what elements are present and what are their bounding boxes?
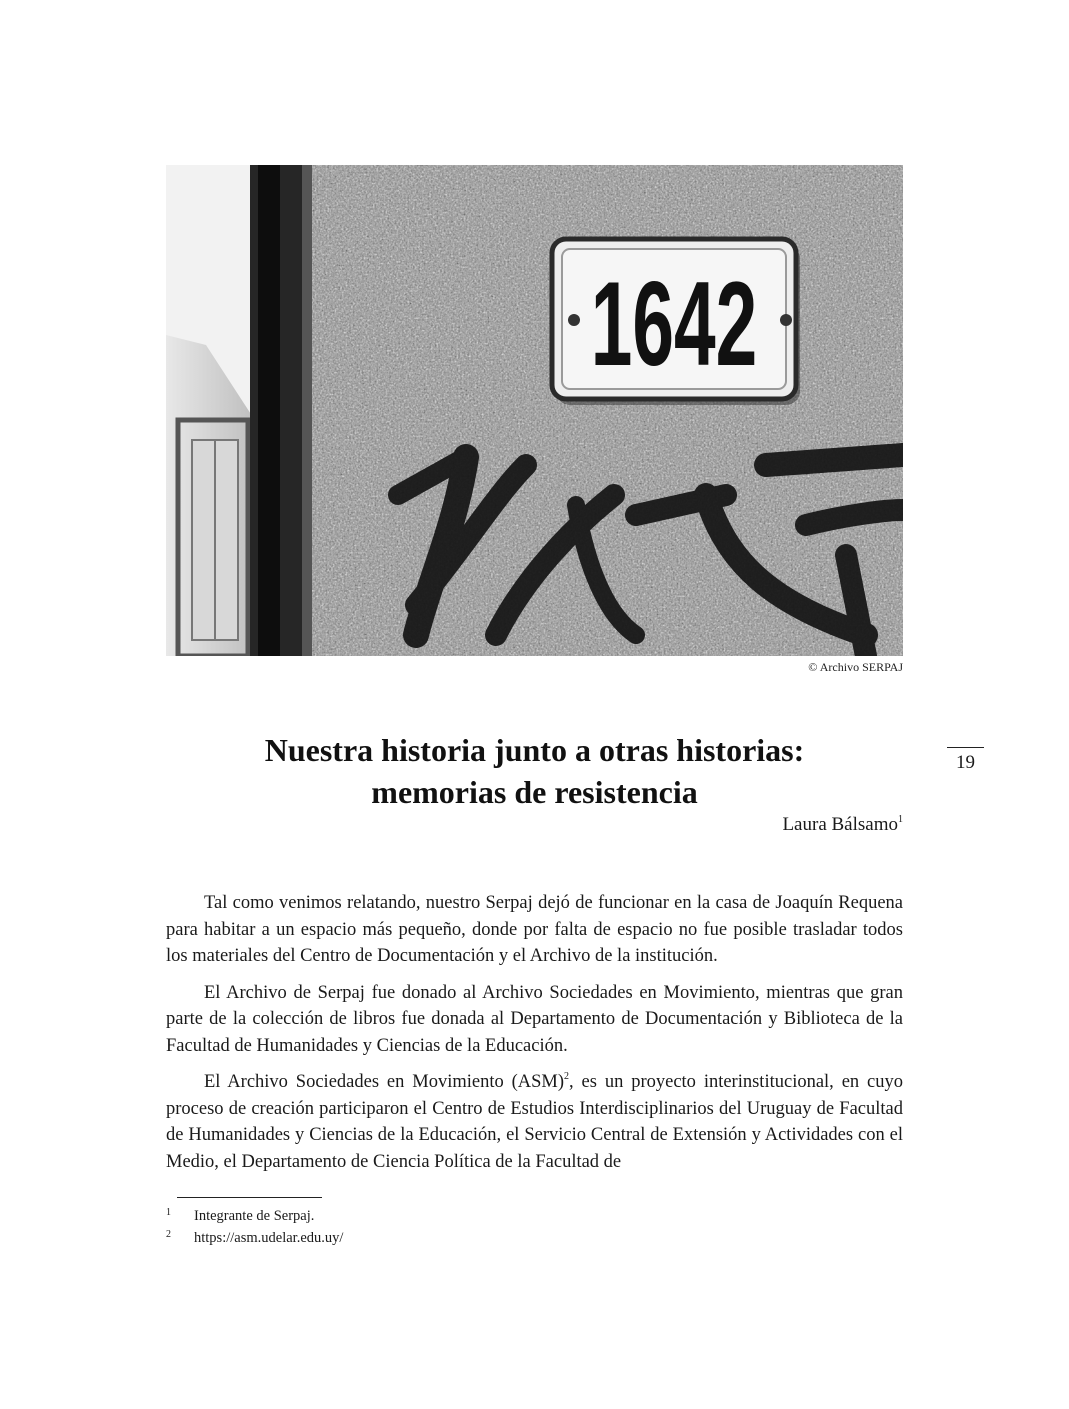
footnote-2 xyxy=(166,1228,903,1250)
author-byline xyxy=(600,814,903,836)
chapter-title xyxy=(166,729,903,813)
author-footnote-ref: 1 xyxy=(898,814,903,825)
number-plate xyxy=(552,239,800,405)
asm-footnote-ref: 2 xyxy=(564,1071,570,1082)
chapter-title-line-1: Nuestra historia junto a otras historias: xyxy=(264,732,805,768)
footnote-2-link[interactable]: https://asm.udelar.edu.uy/ xyxy=(194,1230,344,1246)
photo-house-number-plate xyxy=(166,165,903,656)
paragraph-3-end: , es un proyecto interinstitucional, en cuyo proceso de creación participaron el Centro de Estudios Interdisciplinarios del Uruguay de Facultad de Humanidades y Ciencias de la Educación, el Servicio Central de Extensión y Actividades con el Medio, el Departamento de Ciencia Política de la Facultad de xyxy=(166,1072,903,1172)
footnote-divider xyxy=(177,1197,322,1198)
footnote-1-mark: 1 xyxy=(166,1207,171,1218)
paragraph-1: Tal como venimos relatando, nuestro Serpaj dejó de funcionar en la casa de Joaquín Requena para habitar a un espacio más pequeño, donde por falta de espacio no fue posible trasladar todos los materiales del Centro de Documentación y el Archivo de la institución. xyxy=(166,893,903,966)
paragraph-3 xyxy=(166,1069,903,1175)
footnote-2-mark: 2 xyxy=(166,1229,171,1240)
chapter-title-line-2: memorias de resistencia xyxy=(371,774,698,810)
footnotes xyxy=(166,1206,903,1250)
paragraph-3-start: El Archivo Sociedades en Movimiento (ASM) xyxy=(204,1072,565,1092)
body-text xyxy=(166,890,903,1185)
author-name: Laura Bálsamo xyxy=(782,814,898,835)
footnote-1-text: Integrante de Serpaj. xyxy=(194,1208,315,1224)
cover-photo xyxy=(166,165,903,656)
footnote-1 xyxy=(166,1206,903,1228)
photo-credit: © Archivo SERPAJ xyxy=(808,660,903,674)
plate-number-text: 1642 xyxy=(590,257,758,392)
paragraph-2: El Archivo de Serpaj fue donado al Archivo Sociedades en Movimiento, mientras que gran parte de la colección de libros fue donada al Departamento de Documentación y Biblioteca de la Facultad de Humanidades y Ciencias de la Educación. xyxy=(166,982,903,1056)
page-number: 19 xyxy=(947,747,984,774)
